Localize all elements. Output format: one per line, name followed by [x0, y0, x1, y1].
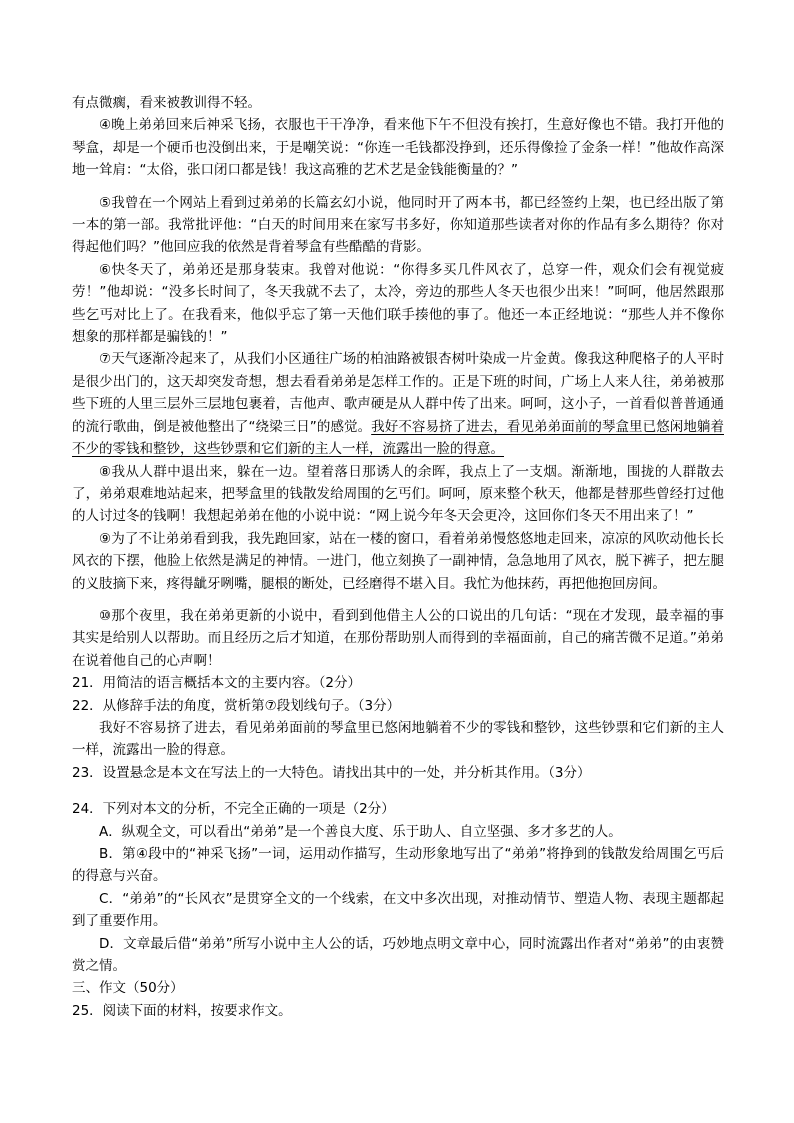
question-22-quote: 我好不容易挤了进去，看见弟弟面前的琴盒里已悠闲地躺着不少的零钱和整钞，这些钞票和它们新的主人一样，流露出一脸的得意。 [72, 719, 724, 759]
question-22: 22．从修辞手法的角度，赏析第⑦段划线句子。（3分） [72, 697, 401, 714]
exam-page [72, 92, 724, 1022]
question-21: 21．用简洁的语言概括本文的主要内容。（2分） [72, 675, 362, 692]
question-24-option-c: C．“弟弟”的“长风衣”是贯穿全文的一个线索，在文中多次出现，对推动情节、塑造人物、表现主题都起到了重要作用。 [72, 890, 724, 930]
question-24-option-b: B．第④段中的“神采飞扬”一词，运用动作描写，生动形象地写出了“弟弟”将挣到的钱散发给周围乞丐后的得意与兴奋。 [72, 846, 724, 885]
passage-paragraph-5: ⑤我曾在一个网站上看到过弟弟的长篇玄幻小说，他同时开了两本书，都已经签约上架，也已经出版了第一本的第一部。我常批评他：“白天的时间用来在家写书多好，你知道那些读者对你的作品有多么期待？你对得起他们吗？”他回应我的依然是背着琴盒有些酷酷的背影。 [72, 194, 724, 256]
section-3-title: 三、作文（50分） [72, 980, 184, 997]
question-24-option-d: D．文章最后借“弟弟”所写小说中主人公的话，巧妙地点明文章中心，同时流露出作者对“弟弟”的由衷赞赏之情。 [72, 935, 724, 975]
question-24-option-a: A．纵观全文，可以看出“弟弟”是一个善良大度、乐于助人、自立坚强、多才多艺的人。 [99, 823, 622, 840]
paragraph-7-underlined-sentence: 我好不容易挤了进去，看见弟弟面前的琴盒里已悠闲地躺着不少的零钱和整钞，这些钞票和它们新的主人一样，流露出一脸的得意。 [72, 418, 724, 458]
passage-paragraph-8: ⑧我从人群中退出来，躲在一边。望着落日那诱人的余晖，我点上了一支烟。渐渐地，围拢的人群散去了，弟弟艰难地站起来，把琴盒里的钱散发给周围的乞丐们。呵呵，原来整个秋天，他都是替那些曾经打过他的人讨过冬的钱啊！我想起弟弟在他的小说中说：“网上说今年冬天会更冷，这回你们冬天不用出来了！” [72, 463, 724, 525]
passage-paragraph-6: ⑥快冬天了，弟弟还是那身装束。我曾对他说：“你得多买几件风衣了，总穿一件，观众们会有视觉疲劳！”他却说：“没多长时间了，冬天我就不去了，太冷，旁边的那些人冬天也很少出来！”呵呵，他居然跟那些乞丐对比上了。在我看来，他似乎忘了第一天他们联手揍他的事了。他还一本正经地说：“那些人并不像你想象的那样都是骗钱的！” [72, 261, 724, 346]
passage-paragraph-9: ⑨为了不让弟弟看到我，我先跑回家，站在一楼的窗口，看着弟弟慢悠悠地走回来，凉凉的风吹动他长长风衣的下摆，他脸上依然是满足的神情。一进门，他立刻换了一副神情，急急地用了风衣，脱下裤子，把左腿的义肢摘下来，疼得龇牙咧嘴，腿根的断处，已经磨得不堪入目。我忙为他抹药，再把他抱回房间。 [72, 530, 724, 592]
passage-paragraph-continued: 有点微瘸，看来被教训得不轻。 [72, 95, 261, 111]
passage-paragraph-4: ④晚上弟弟回来后神采飞扬，衣服也干干净净，看来他下午不但没有挨打，生意好像也不错。我打开他的琴盒，却是一个硬币也没倒出来，于是嘲笑说：“你连一毛钱都没挣到，还乐得像捡了金条一样！”他故作高深地一耸肩：“太俗，张口闭口都是钱！我这高雅的艺术艺是金钱能衡量的？” [72, 117, 724, 179]
question-24: 24．下列对本文的分析，不完全正确的一项是（2分） [72, 801, 395, 818]
passage-paragraph-7 [72, 348, 724, 460]
question-25: 25．阅读下面的材料，按要求作文。 [72, 1002, 292, 1019]
paragraph-7-text: ⑦天气逐渐冷起来了，从我们小区通往广场的柏油路被银杏树叶染成一片金黄。像我这种爬格子的人平时是很少出门的，这天却突发奇想，想去看看弟弟是怎样工作的。正是下班的时间，广场上人来人往，弟弟被那些下班的人里三层外三层地包裹着，吉他声、歌声硬是从人群中传了出来。呵呵，这小子，一首看似普普通通的流行歌曲，倒是被他整出了“绕梁三日”的感觉。 [72, 351, 724, 435]
passage-paragraph-10: ⑩那个夜里，我在弟弟更新的小说中，看到到他借主人公的口说出的几句话：“现在才发现，最幸福的事其实是给别人以帮助。而且经历之后才知道，在那份帮助别人而得到的幸福面前，自己的痛苦微不足道。”弟弟在说着他自己的心声啊！ [72, 607, 724, 669]
question-23: 23．设置悬念是本文在写法上的一大特色。请找出其中的一处，并分析其作用。（3分） [72, 764, 591, 781]
